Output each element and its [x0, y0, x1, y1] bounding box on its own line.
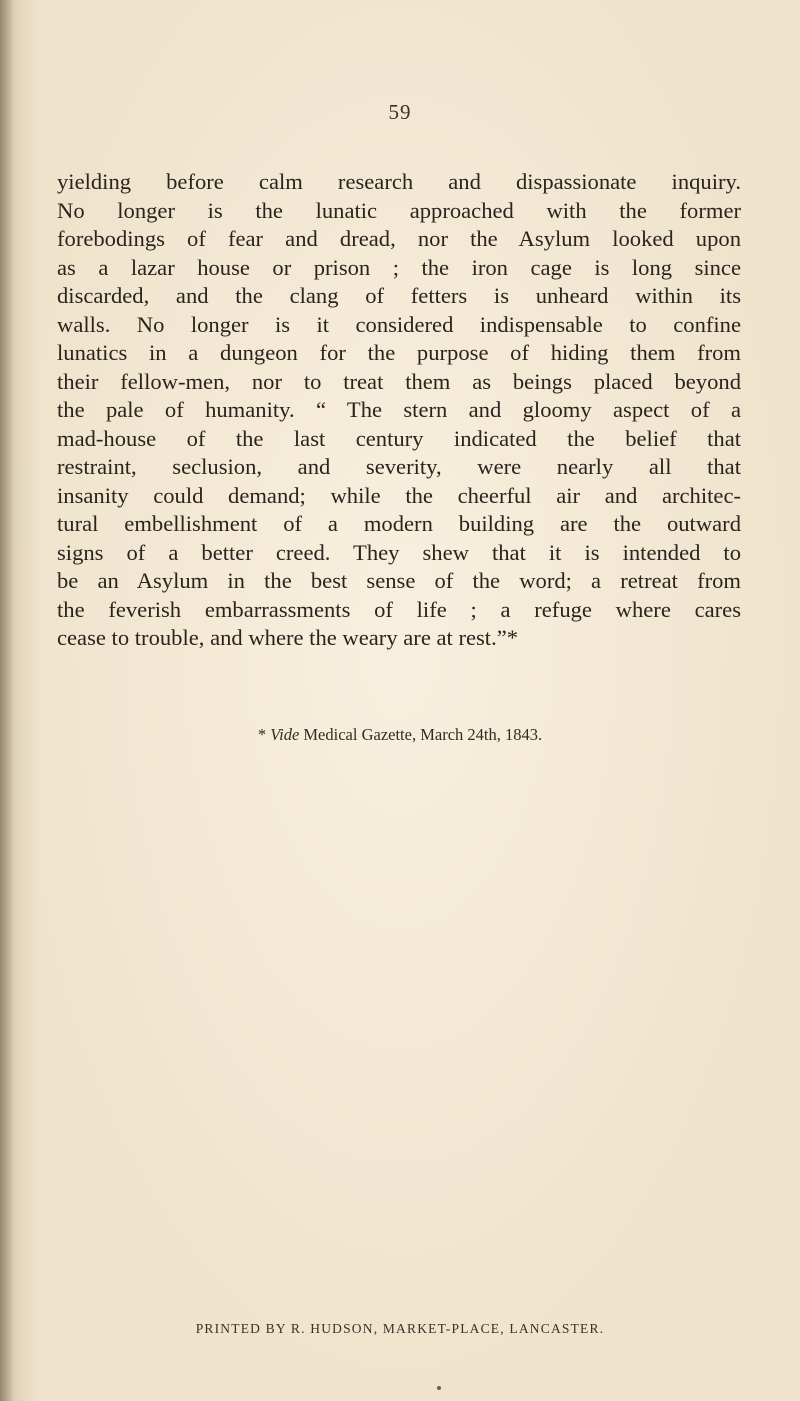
text-line: yielding before calm research and dispassionate inquiry. [57, 169, 741, 194]
footnote-marker: * [257, 725, 271, 744]
text-line: mad-house of the last century indicated the belief that [57, 425, 741, 451]
text-line: cease to trouble, and where the weary are at rest.”* [57, 625, 519, 650]
ink-speck [437, 1386, 441, 1390]
body-paragraph [57, 168, 741, 653]
text-line: the feverish embarrassments of life ; a refuge where cares [57, 596, 741, 622]
page-number: 59 [388, 100, 412, 124]
text-line: lunatics in a dungeon for the purpose of hiding them from [57, 340, 741, 365]
text-line: be an Asylum in the best sense of the word; a retreat from [57, 568, 741, 593]
text-line: the pale of humanity. “ The stern and gloomy aspect of a [57, 397, 741, 422]
text-line: forebodings of fear and dread, nor the Asylum looked upon [57, 226, 741, 251]
text-line: their fellow-men, nor to treat them as beings placed beyond [57, 368, 741, 394]
text-line: No longer is the lunatic approached with the former [57, 197, 741, 223]
printer-imprint: PRINTED BY R. HUDSON, MARKET-PLACE, LANCASTER. [195, 1321, 605, 1336]
text-line: restraint, seclusion, and severity, were nearly all that [57, 454, 741, 479]
text-line: signs of a better creed. They shew that it is intended to [57, 539, 741, 565]
text-line: discarded, and the clang of fetters is unheard within its [57, 283, 741, 308]
text-line: tural embellishment of a modern building are the outward [57, 511, 741, 536]
text-line: walls. No longer is it considered indispensable to confine [57, 311, 741, 337]
spine-shadow [0, 0, 14, 1401]
text-line: as a lazar house or prison ; the iron cage is long since [57, 254, 741, 280]
footnote [0, 725, 800, 745]
text-line: insanity could demand; while the cheerful air and architec- [57, 482, 741, 508]
footnote-text: Medical Gazette, March 24th, 1843. [299, 725, 543, 744]
footnote-vide: Vide [270, 725, 300, 744]
